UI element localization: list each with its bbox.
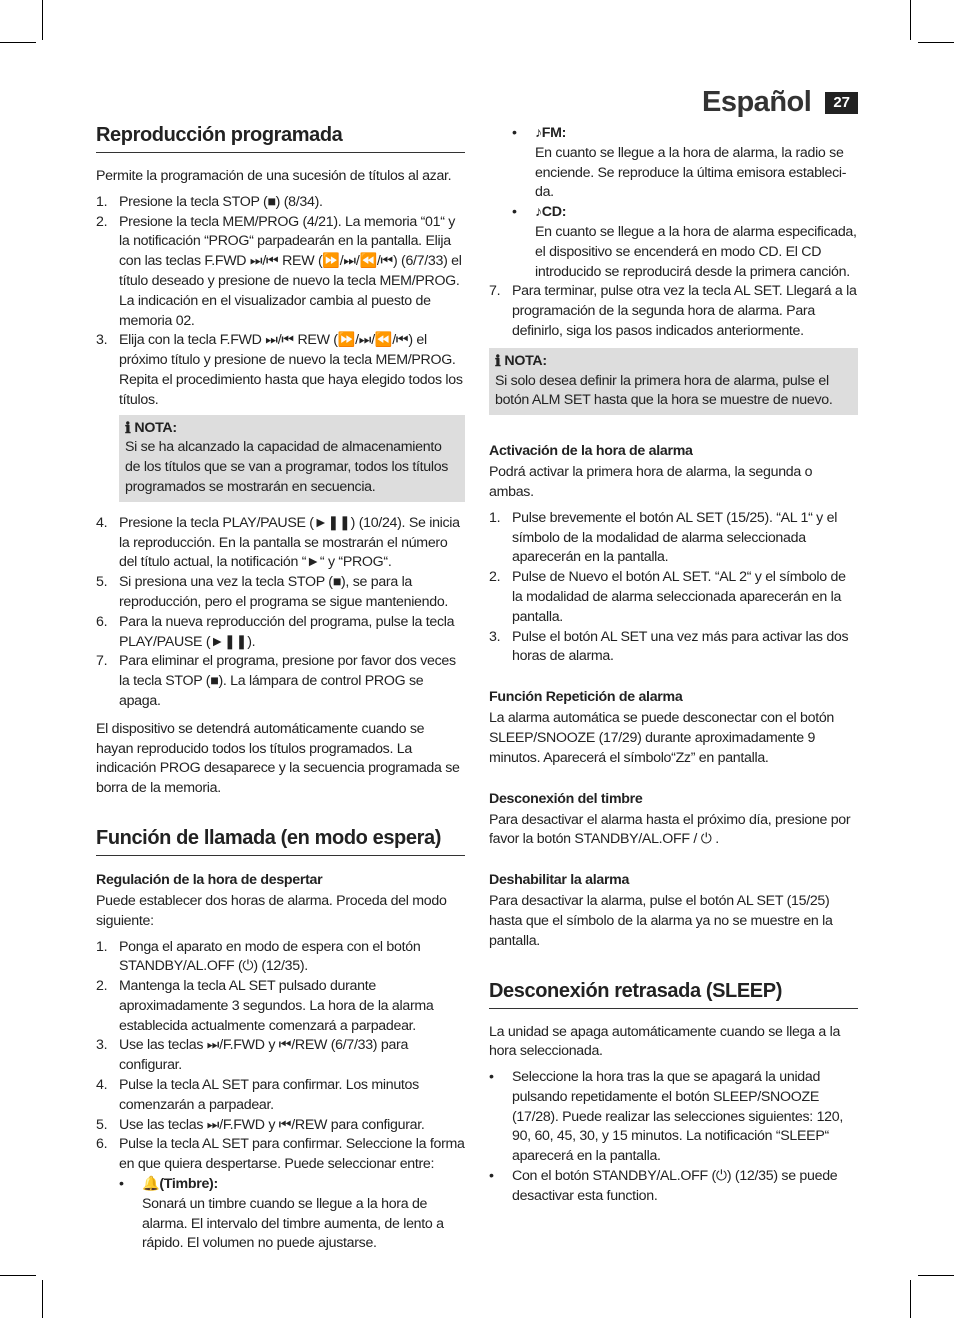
list-item — [96, 613, 465, 653]
bullet-text: Seleccione la hora tras la que se apagará la unidad pulsando repetidamente el botón SLEEP/SNOOZE (17/28). Puede realizar las selecciones siguientes: 120, 90, 60, 45, 30, y 15 minutos. La notificación “SLEEP“ aparecerá en la pantalla. — [512, 1069, 843, 1165]
step-list — [96, 938, 465, 1176]
note-title: NOTA: — [134, 419, 177, 436]
right-column — [489, 124, 858, 1207]
paragraph: La alarma automática se puede desconectar con el botón SLEEP/SNOOZE (17/29) durante aproximadamente 9 minutos. Aparecerá el símbolo“Zz” en pantalla. — [489, 710, 835, 766]
subheading: Regulación de la hora de despertar — [96, 871, 323, 888]
paragraph: La unidad se apaga automáticamente cuando se llega a la hora seleccionada. — [489, 1023, 841, 1060]
list-number: 3. — [96, 1037, 108, 1054]
list-number: 4. — [96, 514, 108, 531]
crop-mark — [910, 1280, 911, 1318]
list-item — [96, 1076, 465, 1116]
list-item — [96, 573, 465, 613]
list-number: 2. — [96, 978, 108, 995]
list-item — [489, 568, 858, 627]
list-item — [96, 938, 465, 978]
crop-mark — [918, 1275, 954, 1276]
list-item — [489, 509, 858, 568]
subheading: Función Repetición de alarma — [489, 689, 683, 706]
list-item — [96, 193, 465, 213]
list-number: 7. — [96, 653, 108, 670]
crop-mark — [0, 1275, 36, 1276]
crop-mark — [918, 42, 954, 43]
section-title: Desconexión retrasada (SLEEP) — [489, 978, 858, 1009]
step-list — [96, 514, 465, 712]
list-item — [96, 331, 465, 410]
list-number: 6. — [96, 613, 108, 630]
list-text: Use las teclas ⏭/F.FWD y ⏮/REW (6/7/33) para configurar. — [119, 1037, 409, 1074]
bullet-text: Con el botón STANDBY/AL.OFF (⏻) (12/35) se puede desactivar esta function. — [512, 1168, 838, 1204]
page-number: 27 — [825, 92, 858, 114]
list-item — [96, 652, 465, 711]
bullet-text: Sonará un timbre cuando se llegue a la hora de alarma. El intervalo del timbre aumenta, de lento a rápido. El volumen no puede ajustarse. — [142, 1195, 444, 1252]
list-text: Pulse de Nuevo el botón AL SET. “AL 2“ y el símbolo de la modalidad de alarma seleccionada aparecerán en la pantalla. — [512, 569, 846, 625]
list-number: 1. — [489, 509, 501, 526]
info-icon: ℹ — [125, 418, 131, 437]
note-text: Si se ha alcanzado la capacidad de almacenamiento de los títulos que se van a programar, todos los títulos programados se mostrarán en secuencia. — [125, 439, 449, 495]
list-number: 5. — [96, 1116, 108, 1133]
step-list — [96, 193, 465, 411]
paragraph: Permite la programación de una sucesión de títulos al azar. — [96, 168, 452, 184]
list-text: Presione la tecla STOP (■) (8/34). — [119, 193, 323, 210]
list-text: Pulse la tecla AL SET para confirmar. Los minutos comenzarán a parpadear. — [119, 1077, 419, 1113]
info-icon: ℹ — [495, 351, 501, 370]
list-text: Para la nueva reproducción del programa, pulse la tecla PLAY/PAUSE (►❚❚). — [119, 613, 455, 650]
step-list — [489, 509, 858, 667]
list-text: Pulse el botón AL SET una vez más para activar las dos horas de alarma. — [512, 628, 849, 665]
paragraph: Para desactivar el alarma hasta el próximo día, presione por favor la botón STANDBY/AL.OFF / ⏻ . — [489, 811, 851, 848]
list-number: 2. — [489, 569, 501, 586]
bullet-item: • ♪FM: En cuanto se llegue a la hora de alarma, la radio se enciende. Se reproduce la última emisora estableci-da. — [512, 125, 847, 201]
bullet-title: CD: — [541, 204, 567, 221]
crop-mark — [0, 42, 36, 43]
crop-mark — [42, 0, 43, 40]
list-item — [489, 628, 858, 668]
bullet-item: • 🔔(Timbre): Sonará un timbre cuando se llegue a la hora de alarma. El intervalo del timbre aumenta, de lento a rápido. El volumen no puede ajustarse. — [119, 1176, 444, 1252]
page-header — [702, 86, 858, 119]
bell-icon: 🔔 — [142, 1176, 160, 1193]
bullet-list — [489, 1068, 858, 1207]
section-title: Reproducción programada — [96, 122, 465, 153]
note-text: Si solo desea definir la primera hora de alarma, pulse el botón ALM SET hasta que la hora se muestre de nuevo. — [495, 372, 833, 409]
list-text: Mantenga la tecla AL SET pulsado durante aproximadamente 3 segundos. La hora de la alarma establecida actualmente comenzará a parpadear. — [119, 978, 434, 1034]
bullet-item: • ♪CD: En cuanto se llegue a la hora de alarma especificada, el dispositivo se encenderá en modo CD. El CD introducido se reproducirá desde la primera canción. — [512, 204, 857, 280]
note-box — [489, 348, 858, 415]
list-text: Use las teclas ⏭/F.FWD y ⏮/REW para configurar. — [119, 1116, 425, 1133]
note-box — [119, 415, 465, 502]
bullet-item: • Seleccione la hora tras la que se apagará la unidad pulsando repetidamente el botón SLEEP/SNOOZE (17/28). Puede realizar las selecciones siguientes: 120, 90, 60, 45, 30, y 15 minutos. La notificación “SLEEP“ aparecerá en la pantalla. — [489, 1068, 858, 1167]
crop-mark — [42, 1280, 43, 1318]
list-number: 2. — [96, 213, 108, 230]
subheading: Desconexión del timbre — [489, 790, 643, 807]
list-text: Pulse la tecla AL SET para confirmar. Seleccione la forma en que quiera despertarse. Puede seleccionar entre: — [119, 1136, 465, 1173]
paragraph: Para desactivar la alarma, pulse el botón AL SET (15/25) hasta que el símbolo de la alarma ya no se muestre en la pantalla. — [489, 893, 833, 949]
bullet-title: FM: — [541, 125, 567, 141]
note-title: NOTA: — [504, 352, 547, 369]
left-column — [96, 122, 465, 1254]
subheading: Deshabilitar la alarma — [489, 872, 630, 889]
list-number: 3. — [96, 332, 108, 349]
list-item — [96, 514, 465, 573]
list-number: 6. — [96, 1136, 108, 1153]
crop-mark — [910, 0, 911, 40]
list-item: 7. Para terminar, pulse otra vez la tecla AL SET. Llegará a la programación de la segunda hora de alarma. Para definirlo, siga los pasos indicados anteriormente. — [489, 283, 857, 339]
list-number: 1. — [96, 193, 108, 210]
bullet-item: • Con el botón STANDBY/AL.OFF (⏻) (12/35) se puede desactivar esta function. — [489, 1167, 858, 1207]
bullet-title: (Timbre): — [159, 1176, 218, 1193]
list-text: Presione la tecla MEM/PROG (4/21). La memoria “01“ y la notificación “PROG“ parpadearán en la pantalla. Elija con las teclas F.FWD ⏭/⏮ REW (⏩/⏭/⏪/⏮) (6/7/33) el título deseado y presione de nuevo la tecla MEM/PROG. La indicación en el visualizador cambia al puesto de memoria 02. — [119, 213, 462, 329]
list-number: 1. — [96, 938, 108, 955]
list-item — [96, 1036, 465, 1076]
list-text: Ponga el aparato en modo de espera con el botón STANDBY/AL.OFF (⏻) (12/35). — [119, 938, 421, 975]
list-text: Presione la tecla PLAY/PAUSE (►❚❚) (10/24). Se inicia la reproducción. En la pantalla se mostrarán el número del título actual, la notificación “►“ y “PROG“. — [119, 514, 460, 571]
music-note-icon: ♪ — [535, 204, 542, 221]
bullet-text: En cuanto se llegue a la hora de alarma especificada, el dispositivo se encenderá en modo CD. El CD introducido se reproducirá desde la primera canción. — [535, 223, 857, 280]
list-item — [96, 1116, 465, 1136]
subheading: Activación de la hora de alarma — [489, 443, 693, 460]
paragraph: Podrá activar la primera hora de alarma, la segunda o ambas. — [489, 464, 813, 500]
list-text: Para eliminar el programa, presione por favor dos veces la tecla STOP (■). La lámpara de control PROG se apaga. — [119, 653, 456, 709]
list-text: Pulse brevemente el botón AL SET (15/25). “AL 1“ y el símbolo de la modalidad de alarma seleccionada aparecerán en la pantalla. — [512, 509, 838, 566]
list-text: Si presiona una vez la tecla STOP (■), se para la reproducción, pero el programa se sigue manteniendo. — [119, 574, 449, 610]
music-note-icon: ♪ — [535, 125, 542, 141]
list-text: Elija con la tecla F.FWD ⏭/⏮ REW (⏩/⏭/⏪/⏮) el próximo título y presione de nuevo la tecla MEM/PROG. Repita el procedimiento hasta que haya elegido todos los títulos. — [119, 332, 463, 408]
section-title: Función de llamada (en modo espera) — [96, 825, 465, 856]
list-item — [96, 1135, 465, 1175]
list-item — [96, 213, 465, 332]
bullet-text: En cuanto se llegue a la hora de alarma, la radio se enciende. Se reproduce la última emisora estableci-da. — [535, 144, 847, 201]
list-number: 5. — [96, 574, 108, 591]
paragraph: El dispositivo se detendrá automáticamente cuando se hayan reproducido todos los títulos programados. La indicación PROG desaparece y la secuencia programada se borra de la memoria. — [96, 720, 460, 797]
language-title: Español — [702, 86, 812, 118]
list-item — [96, 977, 465, 1036]
list-number: 3. — [489, 628, 501, 645]
list-number: 4. — [96, 1077, 108, 1094]
paragraph: Puede establecer dos horas de alarma. Proceda del modo siguiente: — [96, 892, 447, 929]
